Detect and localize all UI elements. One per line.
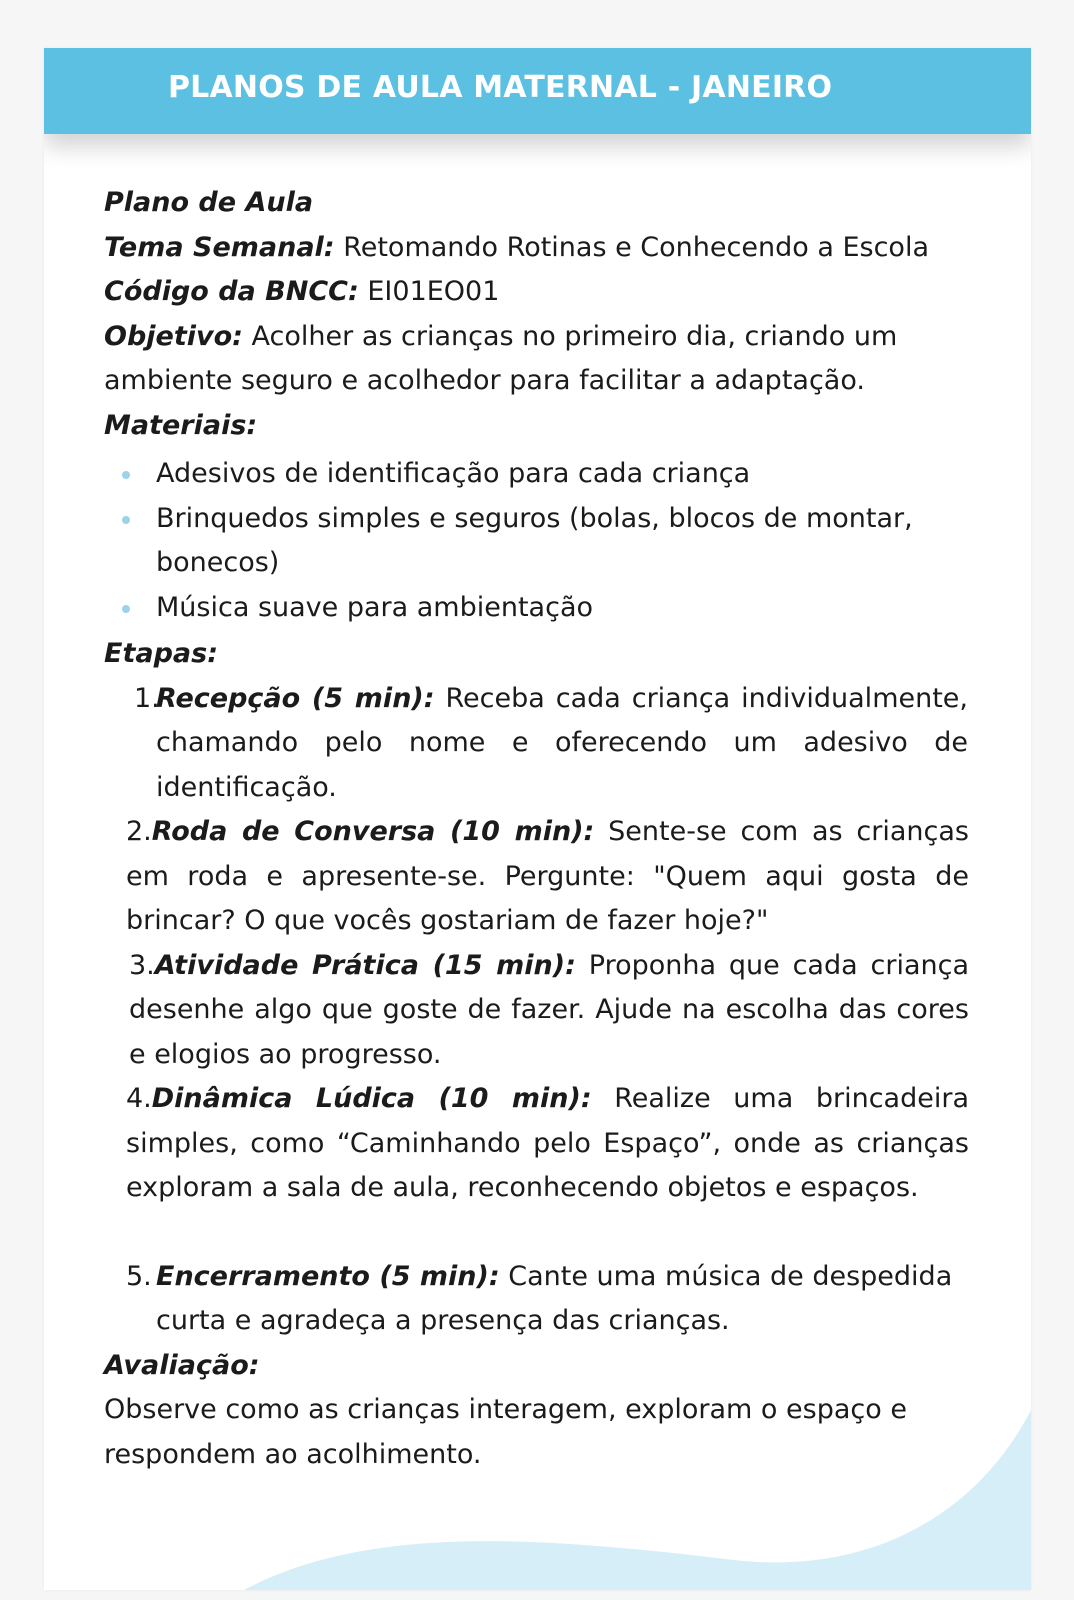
- etapa-4: [104, 1077, 969, 1211]
- etapa-title: Roda de Conversa (10 min):: [151, 816, 595, 847]
- materiais-list: [104, 452, 1031, 630]
- list-item: Adesivos de identificação para cada criança: [104, 452, 1031, 497]
- etapa-text: Receba cada criança individualmente, chamando pelo nome e oferecendo um adesivo de identificação.: [156, 682, 968, 803]
- etapa-5: [104, 1255, 968, 1344]
- tema-value: Retomando Rotinas e Conhecendo a Escola: [334, 231, 929, 263]
- bncc-row: [104, 270, 1031, 315]
- etapa-2: [104, 810, 969, 944]
- etapa-number: 3.: [129, 949, 155, 981]
- bncc-label: Código da BNCC:: [104, 276, 359, 307]
- etapa-text: Proponha que cada criança desenhe algo que goste de fazer. Ajude na escolha das cores e elogios ao progresso.: [129, 949, 969, 1070]
- lesson-plan-page: [44, 48, 1031, 1590]
- plan-heading: Plano de Aula: [104, 187, 314, 218]
- etapa-title: Recepção (5 min):: [156, 682, 435, 714]
- page-title: PLANOS DE AULA MATERNAL - JANEIRO: [168, 70, 833, 105]
- plan-content: [104, 181, 1031, 1477]
- objetivo-row: [104, 315, 924, 404]
- etapa-3: [104, 944, 969, 1078]
- avaliacao-text: Observe como as crianças interagem, exploram o espaço e respondem ao acolhimento.: [104, 1394, 907, 1470]
- etapa-text: Realize uma brincadeira simples, como “Caminhando pelo Espaço”, onde as crianças exploram a sala de aula, reconhecendo objetos e espaços.: [126, 1083, 969, 1203]
- etapa-title: Dinâmica Lúdica (10 min):: [151, 1083, 592, 1114]
- etapas-label: Etapas:: [104, 638, 218, 669]
- objetivo-label: Objetivo:: [104, 320, 243, 352]
- objetivo-value: Acolher as crianças no primeiro dia, criando um ambiente seguro e acolhedor para facilitar a adaptação.: [104, 320, 898, 396]
- etapa-title: Encerramento (5 min):: [156, 1260, 500, 1292]
- etapa-number: 2.: [126, 816, 152, 847]
- avaliacao-label: Avaliação:: [104, 1349, 260, 1381]
- etapa-text: Sente-se com as crianças em roda e apresente-se. Pergunte: "Quem aqui gosta de brincar? O que vocês gostariam de fazer hoje?": [126, 816, 969, 936]
- etapa-title: Atividade Prática (15 min):: [154, 949, 576, 981]
- materiais-label: Materiais:: [104, 409, 258, 441]
- tema-label: Tema Semanal:: [104, 231, 335, 263]
- list-item: Brinquedos simples e seguros (bolas, blocos de montar, bonecos): [104, 497, 946, 586]
- etapa-number: 1.: [134, 682, 160, 714]
- etapa-number: 4.: [126, 1083, 152, 1114]
- list-item: Música suave para ambientação: [104, 586, 1031, 631]
- etapa-1: [104, 677, 968, 811]
- etapa-text: Cante uma música de despedida curta e agradeça a presença das crianças.: [156, 1260, 953, 1336]
- bncc-value: EI01EO01: [358, 276, 500, 307]
- tema-row: [104, 226, 1031, 271]
- header-banner: [44, 48, 1031, 134]
- etapa-number: 5.: [126, 1260, 152, 1292]
